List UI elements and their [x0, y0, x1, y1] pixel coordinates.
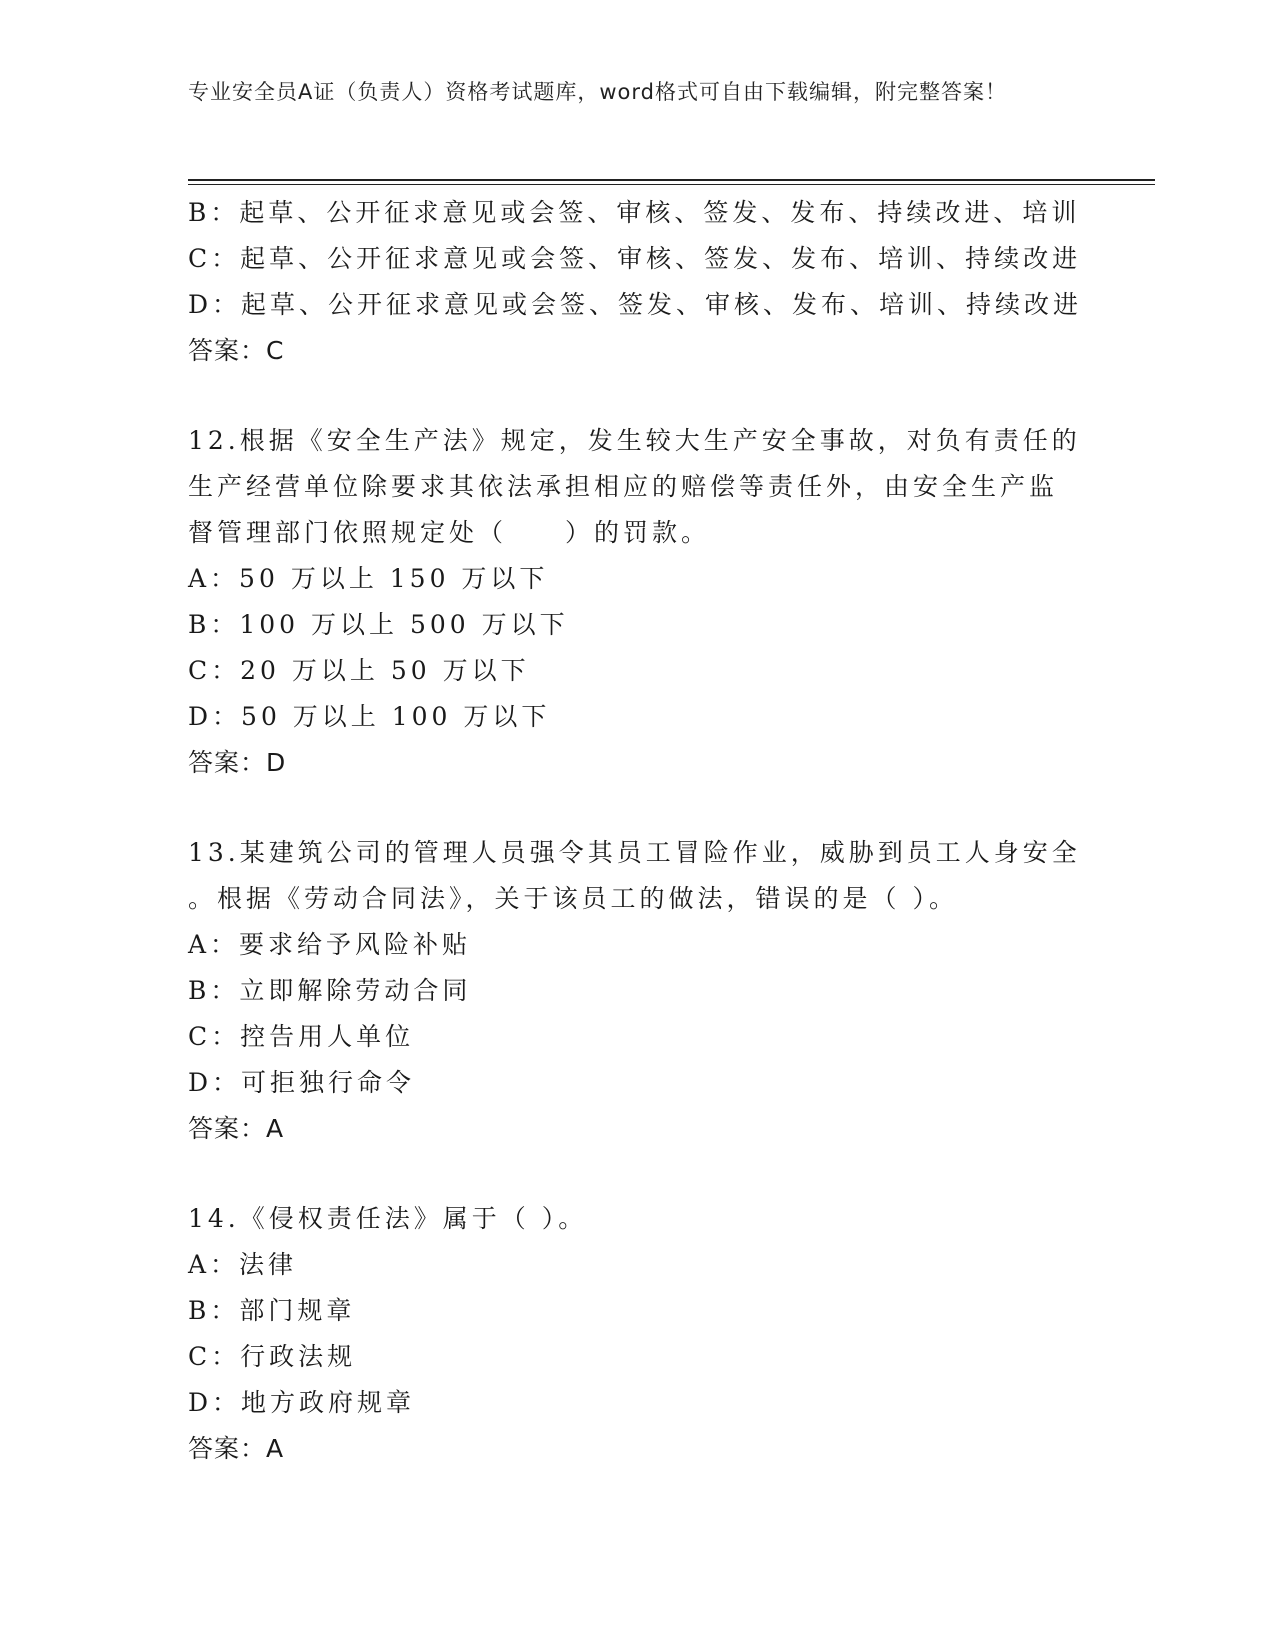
option-a: A：要求给予风险补贴: [188, 930, 472, 959]
document-header: 专业安全员A证（负责人）资格考试题库，word格式可自由下载编辑，附完整答案！: [188, 80, 1007, 104]
option-c: C：行政法规: [188, 1342, 357, 1371]
question-stem-line: 14.《侵权责任法》属于（ ）。: [188, 1204, 588, 1233]
header-divider-thin: [188, 184, 1155, 185]
option-a: A：50 万以上 150 万以下: [188, 564, 549, 593]
question-11-tail: [188, 190, 1088, 374]
option-d: D：可拒独行命令: [188, 1068, 416, 1097]
option-b: B：立即解除劳动合同: [188, 976, 472, 1005]
option-a: A：法律: [188, 1250, 298, 1279]
question-stem-line: 。根据《劳动合同法》，关于该员工的做法，错误的是（ ）。: [188, 884, 958, 913]
answer-label: 答案：A: [188, 1114, 285, 1143]
header-divider-thick: [188, 179, 1155, 181]
spacer: [188, 1152, 1088, 1196]
answer-label: 答案：D: [188, 748, 287, 777]
option-d: D：地方政府规章: [188, 1388, 416, 1417]
option-c: C：20 万以上 50 万以下: [188, 656, 530, 685]
spacer: [188, 374, 1088, 418]
option-c: C：控告用人单位: [188, 1022, 415, 1051]
option-b: B：起草、公开征求意见或会签、审核、签发、发布、持续改进、培训: [188, 198, 1081, 227]
question-stem-line: 13.某建筑公司的管理人员强令其员工冒险作业，威胁到员工人身安全: [188, 838, 1081, 867]
answer-label: 答案：A: [188, 1434, 285, 1463]
option-c: C：起草、公开征求意见或会签、审核、签发、发布、培训、持续改进: [188, 244, 1082, 273]
question-12: [188, 418, 1088, 786]
answer-label: 答案：C: [188, 336, 285, 365]
spacer: [188, 786, 1088, 830]
option-d: D：起草、公开征求意见或会签、签发、审核、发布、培训、持续改进: [188, 290, 1083, 319]
question-stem-line: 生产经营单位除要求其依法承担相应的赔偿等责任外，由安全生产监: [188, 472, 1059, 501]
question-stem-line: 12.根据《安全生产法》规定，发生较大生产安全事故，对负有责任的: [188, 426, 1081, 455]
option-d: D：50 万以上 100 万以下: [188, 702, 551, 731]
question-14: [188, 1196, 1088, 1472]
question-stem-line: 督管理部门依照规定处（ ）的罚款。: [188, 518, 711, 547]
question-13: [188, 830, 1088, 1152]
option-b: B：100 万以上 500 万以下: [188, 610, 569, 639]
question-list: [188, 190, 1088, 1472]
option-b: B：部门规章: [188, 1296, 356, 1325]
